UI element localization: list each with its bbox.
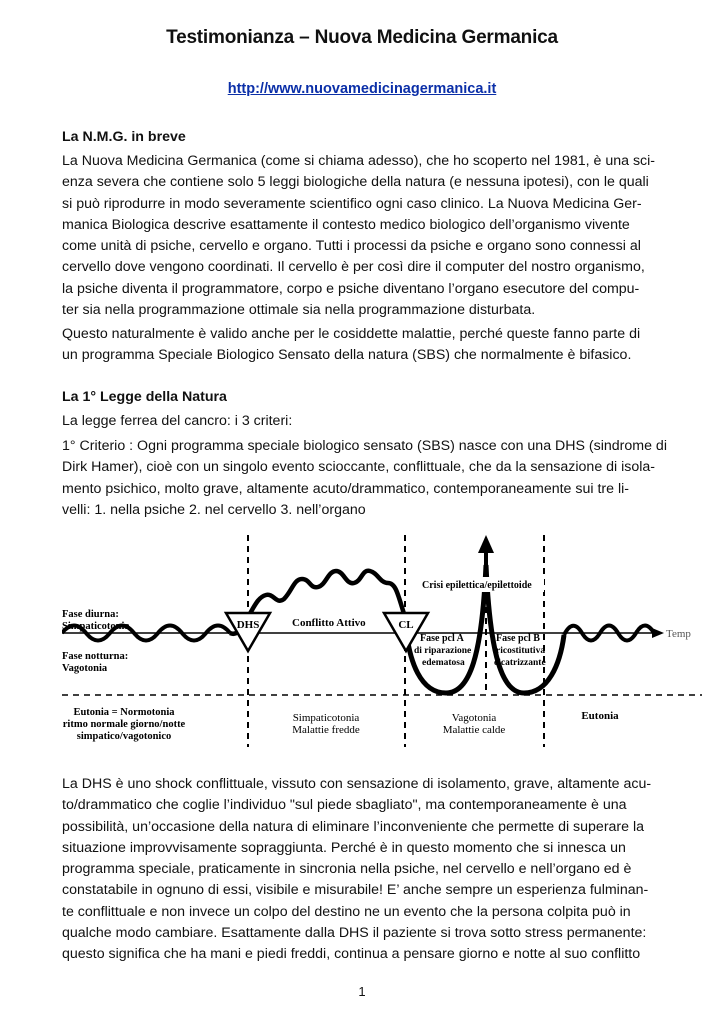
text-line: constatabile in ognuno di essi, visibile e misurabile! E’ anche sempre un esperienza fulminan-	[62, 882, 649, 899]
text-line: programma speciale, praticamente in sincronia nella psiche, nel cervello e nell’organo ed è	[62, 861, 632, 878]
text-line: enza severa che contiene solo 5 leggi biologiche della natura (e nessuna ipotesi), con le quali	[62, 174, 649, 191]
text-line: situazione improvvisamente sopraggiunta. Perché è in questo momento che si innesca un	[62, 839, 626, 856]
website-link[interactable]: http://www.nuovamedicinagermanica.it	[227, 81, 497, 97]
malattie-fredde-label: Malattie fredde	[292, 724, 360, 736]
eutonia-left-sub1: ritmo normale giorno/notte	[62, 719, 186, 730]
crisi-label: Crisi epilettica/epilettoide	[422, 580, 532, 591]
page-number: 1	[358, 984, 366, 999]
paragraph-criterio	[62, 436, 702, 521]
text-line: La legge ferrea del cancro: i 3 criteri:	[62, 413, 293, 429]
text-line: si può riprodurre in modo severamente scientifico ogni caso clinico. La Nuova Medicina Ger-	[62, 195, 642, 212]
text-line: 1° Criterio : Ogni programma speciale biologico sensato (SBS) nasce con una DHS (sindrome di	[62, 438, 667, 454]
text-line: Questo naturalmente è valido anche per le cosiddette malattie, perché queste fanno parte di	[62, 326, 641, 342]
fase-notturna-sub: Vagotonia	[62, 663, 108, 674]
text-line: te conflittuale e non invece un colpo del destino ne un evento che la persona colpita può in	[62, 903, 631, 920]
text-line: velli: 1. nella psiche 2. nel cervello 3. nell’organo	[62, 501, 366, 518]
eutonia-left-sub2: simpatico/vagotonico	[76, 731, 172, 742]
text-line: Dirk Hamer), cioè con un singolo evento scioccante, conflittuale, che da la sensazione di isola-	[62, 459, 656, 476]
text-line: come unità di psiche, cervello e organo. Tutti i processi da psiche e organo sono connessi al	[62, 238, 641, 255]
text-line: un programma Speciale Biologico Sensato della natura (SBS) che normalmente è bifasico.	[62, 347, 632, 364]
section-heading-nmg: La N.M.G. in breve	[62, 129, 186, 145]
fase-notturna-label: Fase notturna:	[62, 651, 129, 662]
tempo-label: Temp	[666, 628, 691, 640]
fase-b-sub2: cicatrizzante	[494, 658, 546, 668]
section-heading-legge: La 1° Legge della Natura	[62, 389, 227, 405]
simpaticotonia-label: Simpaticotonia	[292, 712, 360, 724]
text-line: qualche modo cambiare. Esattamente dalla DHS il paziente si trova sotto stress permanente:	[62, 925, 647, 942]
vagotonia-label: Vagotonia	[451, 712, 497, 724]
fase-b-sub1: ricostitutiva	[496, 646, 546, 656]
malattie-calde-label: Malattie calde	[442, 724, 506, 736]
paragraph-dhs	[62, 774, 702, 966]
paragraph-sbs	[62, 324, 702, 367]
paragraph-intro	[62, 151, 702, 321]
fase-b-label: Fase pcl B	[496, 633, 540, 644]
text-line: possibilità, un’occasione della natura di eliminare l’inconveniente che permette di superare la	[62, 818, 645, 835]
text-line: La Nuova Medicina Germanica (come si chiama adesso), che ho scoperto nel 1981, è una sci-	[62, 153, 656, 169]
text-line: La DHS è uno shock conflittuale, vissuto con sensazione di isolamento, grave, altamente acu-	[62, 776, 652, 792]
fase-a-label: Fase pcl A	[420, 633, 464, 644]
text-line: cervello dove vengono coordinati. Il cervello è per così dire il computer del nostro organismo,	[62, 259, 645, 276]
dhs-label: DHS	[236, 619, 260, 631]
eutonia-left-label: Eutonia = Normotonia	[73, 707, 175, 718]
fase-a-sub2: edematosa	[422, 658, 465, 668]
fase-a-sub1: di riparazione	[414, 646, 472, 656]
fase-diurna-sub: Simpaticotonia	[62, 621, 130, 632]
text-line: questo significa che ha mani e piedi freddi, continua a pensare giorno e notte al suo conflitto	[62, 946, 641, 963]
fase-diurna-label: Fase diurna:	[62, 609, 119, 620]
text-line: manica Biologica descrive esattamente il contesto medico biologico dell’organismo vivente	[62, 216, 630, 233]
text-line: to/drammatico che coglie l’individuo "sul piede sbagliato", ma contemporaneamente è una	[62, 797, 627, 814]
biphasic-diagram	[62, 525, 702, 753]
page-title: Testimonianza – Nuova Medicina Germanica	[166, 27, 558, 48]
crisis-arrow-head	[478, 535, 494, 553]
cl-label: CL	[398, 619, 414, 631]
text-line: la psiche diventa il programmatore, corpo e psiche diventano l’organo esecutore del compu-	[62, 280, 640, 297]
conflitto-label: Conflitto Attivo	[292, 617, 366, 629]
text-line: ter sia nella programmazione ottimale sia nella programmazione disturbata.	[62, 302, 536, 319]
time-arrow	[652, 628, 664, 638]
text-line: mento psichico, molto grave, altamente acuto/drammatico, contemporaneamente sui tre li-	[62, 480, 629, 497]
eutonia-right-label: Eutonia	[581, 710, 619, 722]
